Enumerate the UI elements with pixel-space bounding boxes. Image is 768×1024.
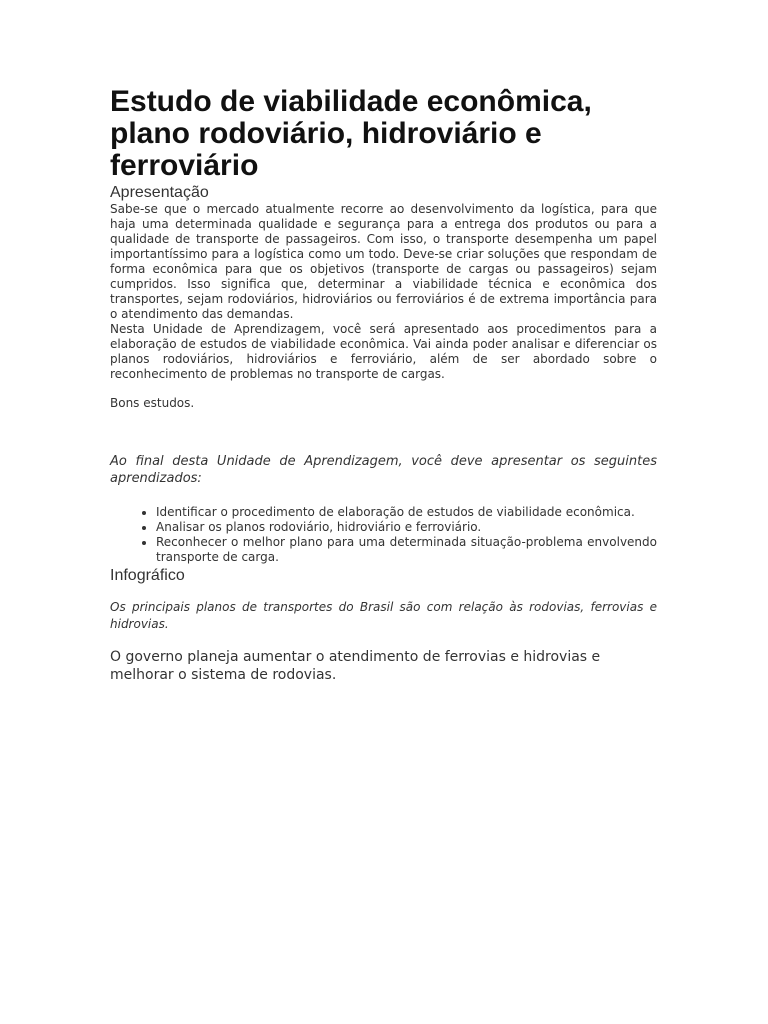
list-item: • Analisar os planos rodoviário, hidroviário e ferroviário. <box>156 520 657 535</box>
presentation-paragraph-2: Nesta Unidade de Aprendizagem, você será apresentado aos procedimentos para a elaboração de estudos de viabilidade econômica. Vai ainda poder analisar e diferenciar os planos rodoviários, hidroviários e ferroviário, além de ser abordado sobre o reconhecimento de problemas no transporte de cargas. <box>110 322 657 381</box>
presentation-heading: Apresentação <box>110 184 209 201</box>
infographic-intro: Os principais planos de transportes do Brasil são com relação às rodovias, ferrovias e hidrovias. <box>110 600 657 631</box>
presentation-closing: Bons estudos. <box>110 396 195 410</box>
presentation-paragraph-1: Sabe-se que o mercado atualmente recorre ao desenvolvimento da logística, para que haja uma determinada qualidade e segurança para a entrega dos produtos ou para a qualidade de transporte de passageiros. Com isso, o transporte desempenha um papel importantíssimo para a logística como um todo. Deve-se criar soluções que respondam de forma econômica para que os objetivos (transporte de cargas ou passageiros) sejam cumpridos. Isso significa que, determinar a viabilidade técnica e econômica dos transportes, sejam rodoviários, hidroviários ou ferroviários é de extrema importância para o atendimento das demandas. <box>110 202 657 321</box>
document-page <box>110 86 657 684</box>
objectives-intro: Ao final desta Unidade de Aprendizagem, você deve apresentar os seguintes aprendizados: <box>110 454 657 486</box>
infographic-text: O governo planeja aumentar o atendimento de ferrovias e hidrovias e melhorar o sistema de rodovias. <box>110 649 601 683</box>
objectives-list <box>110 505 657 565</box>
list-item: • Reconhecer o melhor plano para uma determinada situação-problema envolvendo transporte de carga. <box>156 535 657 565</box>
document-title: Estudo de viabilidade econômica, plano rodoviário, hidroviário e ferroviário <box>110 85 592 182</box>
infographic-heading: Infográfico <box>110 567 185 584</box>
list-item: • Identificar o procedimento de elaboração de estudos de viabilidade econômica. <box>156 505 657 520</box>
